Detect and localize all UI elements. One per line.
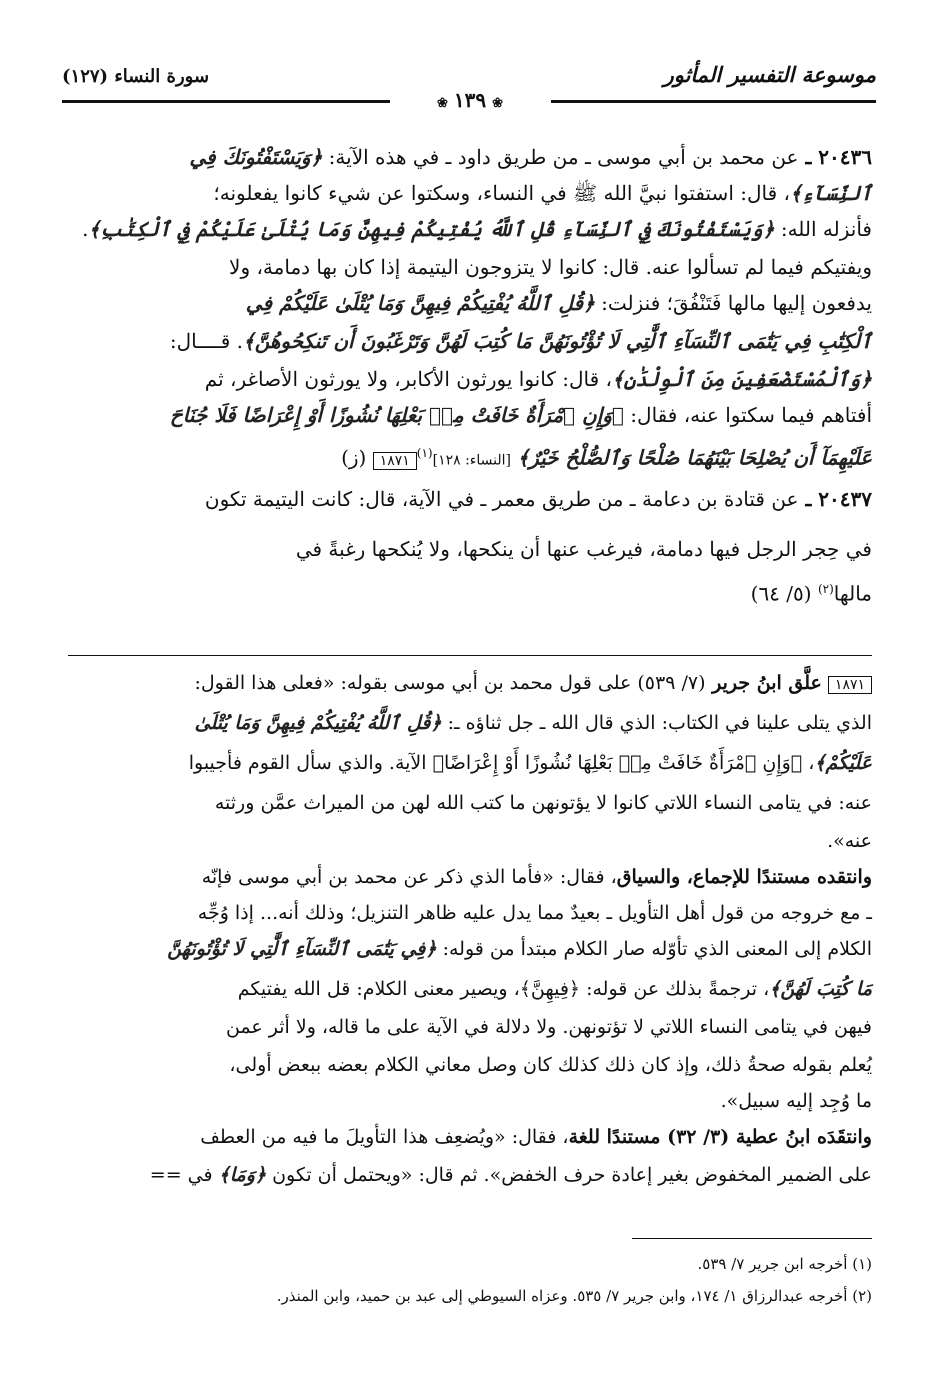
text-run: وانتقده مستندًا للإجماع، والسياق xyxy=(616,866,872,888)
text-run: علَّق ابنُ جرير xyxy=(705,672,822,694)
notes-separator xyxy=(68,655,872,656)
text-line xyxy=(205,482,872,516)
quran-quote: ﴿وَمَا﴾ xyxy=(218,1164,267,1186)
book-title: موسوعة التفسير المأثور xyxy=(663,62,876,87)
header-rule-right xyxy=(551,100,876,103)
page-number xyxy=(394,88,546,112)
text-run: ويفتيكم فيما لم تسألوا عنه. قال: كانوا لا يتزوجون اليتيمة إذا كان بها دمامة، ولا xyxy=(229,255,872,279)
ornament-icon: ❀ xyxy=(436,96,448,111)
quran-quote: ٱلنِّسَآءِ﴾ xyxy=(789,181,872,205)
text-line xyxy=(296,532,872,566)
ornament-icon: ❀ xyxy=(492,96,504,111)
text-line xyxy=(721,1086,872,1116)
text-run: عن محمد بن أبي موسى ـ من طريق داود ـ في هذه الآية: xyxy=(322,145,799,169)
text-line xyxy=(229,1050,872,1080)
text-line xyxy=(751,572,872,611)
text-line xyxy=(82,212,872,246)
text-line xyxy=(194,668,872,698)
text-run: . xyxy=(82,217,89,241)
text-line xyxy=(170,324,872,358)
text-run: ، فقال: «ويُضعِف هذا التأويلَ ما فيه من العطف xyxy=(200,1126,569,1148)
text-line xyxy=(167,934,872,964)
quran-quote: ﴿قُلِ ٱللَّهُ يُفْتِيكُمْ فِيهِنَّ وَمَا يُتْلَىٰ xyxy=(194,712,442,734)
text-run: ، فقال: «فأما الذي ذكر عن محمد بن أبي موسى فإنّه xyxy=(201,866,617,888)
text-line xyxy=(205,362,872,396)
footnote: (٢) أخرجه عبدالرزاق ١/ ١٧٤، وابن جرير ٧/ ٥٣٥. وعزاه السيوطي إلى عبد بن حميد، وابن المنذر. xyxy=(276,1287,872,1305)
quran-quote: ﴿فِي يَتَٰمَى ٱلنِّسَآءِ ٱلَّٰتِي لَا تُؤْتُونَهُنَّ xyxy=(167,938,437,960)
text-run: أفتاهم فيما سكتوا عنه، فقال: xyxy=(623,403,872,427)
text-run: (٧/ ٥٣٩) xyxy=(637,672,706,694)
text-run: فأنزله الله: xyxy=(774,217,872,241)
text-line xyxy=(150,1160,872,1190)
quran-quote: عَلَيْكُمْ﴾ xyxy=(814,752,872,774)
text-run: يُعلم بقوله صحةُ ذلك، وإذ كان ذلك كذلك كان وصل معاني الكلام بعضه ببعض أولى، xyxy=(229,1054,872,1076)
text-run: ، قال: استفتوا نبيَّ الله ﷺ في النساء، وسكتوا عن شيء كانوا يفعلونه؛ xyxy=(213,181,790,205)
text-line xyxy=(170,398,872,432)
text-line xyxy=(202,862,872,892)
text-line xyxy=(200,1122,872,1152)
text-run: ـ مع خروجه من قول أهل التأويل ـ بعيدٌ مما يدل عليه ظاهر التنزيل؛ وذلك أنه... إذا وُجِّه xyxy=(197,902,872,924)
text-run: في == xyxy=(149,1164,219,1186)
text-line xyxy=(189,748,872,778)
footnote-separator xyxy=(632,1238,872,1239)
text-run: مالها xyxy=(833,581,872,606)
narration-number: ٢٠٤٣٧ ـ xyxy=(798,487,872,511)
footnote-marker: (٢) xyxy=(817,582,834,596)
note-box-number: ١٨٧١ xyxy=(373,452,417,470)
note-box-number: ١٨٧١ xyxy=(828,676,872,694)
text-run: . قــــال: xyxy=(169,329,243,353)
text-run: على قول محمد بن أبي موسى بقوله: «فعلى هذا القول: xyxy=(194,672,638,694)
text-line xyxy=(195,708,872,738)
quran-quote: ٱلْكِتَٰبِ فِي يَتَٰمَى ٱلنِّسَآءِ ٱلَّٰتِي لَا تُؤْتُونَهُنَّ مَا كُتِبَ لَهُنَّ وَتَرْغَبُونَ أَن تَنكِحُوهُنَّ﴾ xyxy=(242,329,872,353)
text-run: في حِجر الرجل فيها دمامة، فيرغب عنها أن ينكحها، ولا يُنكحها رغبةً في xyxy=(295,537,872,561)
text-line xyxy=(213,176,872,210)
surah-label: سورة النساء (١٢٧) xyxy=(62,66,210,87)
text-run: ، ﴿وَإِنِ ٱمْرَأَةٌ خَافَتْ مِنۢ بَعْلِهَا نُشُوزًا أَوْ إِعْرَاضًا﴾ الآية. والذي سأل القوم فأجيبوا xyxy=(188,752,815,774)
text-run: ، ترجمةً بذلك عن قوله: ﴿فِيهِنَّ﴾، ويصير معنى الكلام: قل الله يفتيكم xyxy=(237,978,770,1000)
text-run: عن قتادة بن دعامة ـ من طريق معمر ـ في الآية، قال: كانت اليتيمة تكون xyxy=(204,487,799,511)
verse-reference: [النساء: ١٢٨] xyxy=(432,452,511,469)
text-line xyxy=(246,286,872,320)
header-rule xyxy=(62,88,876,112)
text-run: وانتقَدَه ابنُ عطية (٣/ ٣٢) مستندًا للغة xyxy=(568,1126,872,1148)
quran-quote: ﴿وَيَسْتَفْتُونَكَ فِي xyxy=(189,145,323,169)
text-run: على الضمير المخفوض بغير إعادة حرف الخفض». ثم قال: «ويحتمل أن تكون xyxy=(266,1164,872,1186)
quran-quote: ﴿وَإِنِ ٱمْرَأَةٌ خَافَتْ مِنۢ بَعْلِهَا نُشُوزًا أَوْ إِعْرَاضًا فَلَا جُنَاحَ xyxy=(169,403,624,427)
text-run: ما وُجِد إليه سبيل». xyxy=(720,1090,872,1112)
quran-quote: ﴿قُلِ ٱللَّهُ يُفْتِيكُمْ فِيهِنَّ وَمَا يُتْلَىٰ عَلَيْكُمْ فِي xyxy=(245,291,595,315)
text-run: ، قال: كانوا يورثون الأكابر، ولا يورثون الأصاغر، ثم xyxy=(204,367,612,391)
volume-reference: (٥/ ٦٤) xyxy=(750,581,812,606)
text-line xyxy=(827,826,872,856)
text-run: عنه». xyxy=(827,830,872,852)
quran-quote: ﴿وَيَسْتَفْتُونَكَ فِي ٱلنِّسَآءِ قُلِ ٱللَّهُ يُفْتِيكُمْ فِيهِنَّ وَمَا يُتْلَىٰ عَلَيْكُمْ فِي ٱلْكِتَٰبِ﴾ xyxy=(88,217,775,241)
text-run: الكلام إلى المعنى الذي تأوّله صار الكلام مبتدأ من قوله: xyxy=(436,938,872,960)
page-number-value: ١٣٩ xyxy=(453,88,487,112)
text-line xyxy=(341,436,872,478)
source-code: (ز) xyxy=(341,445,367,470)
header-rule-left xyxy=(62,100,390,103)
narration-number: ٢٠٤٣٦ ـ xyxy=(798,145,872,169)
quran-quote: ﴿وَٱلْمُسْتَضْعَفِينَ مِنَ ٱلْوِلْدَٰنِ﴾ xyxy=(611,367,872,391)
text-run: عنه: في يتامى النساء اللاتي كانوا لا يؤتونهن ما كتب الله لهن من الميراث عمَّن ورثته xyxy=(214,792,872,814)
text-line xyxy=(198,898,872,928)
text-run: فيهن في يتامى النساء اللاتي لا تؤتونهن. ولا دلالة في الآية على ما قاله، ولا أثر عمن xyxy=(225,1016,872,1038)
footnote-marker: (١) xyxy=(416,446,433,460)
text-run: الذي يتلى علينا في الكتاب: الذي قال الله ـ جل ثناؤه ـ: xyxy=(441,712,872,734)
quran-quote: مَا كُتِبَ لَهُنَّ﴾ xyxy=(769,978,872,1000)
quran-quote: عَلَيْهِمَآ أَن يُصْلِحَا بَيْنَهُمَا صُلْحًا وَٱلصُّلْحُ خَيْرٌ﴾ xyxy=(517,445,872,470)
text-line xyxy=(238,974,872,1004)
text-line xyxy=(215,788,872,818)
text-run: يدفعون إليها مالها فَتَنْفُقَ؛ فنزلت: xyxy=(594,291,872,315)
text-line xyxy=(189,140,872,174)
text-line xyxy=(229,250,872,284)
footnote: (١) أخرجه ابن جرير ٧/ ٥٣٩. xyxy=(697,1255,872,1273)
text-line xyxy=(226,1012,872,1042)
